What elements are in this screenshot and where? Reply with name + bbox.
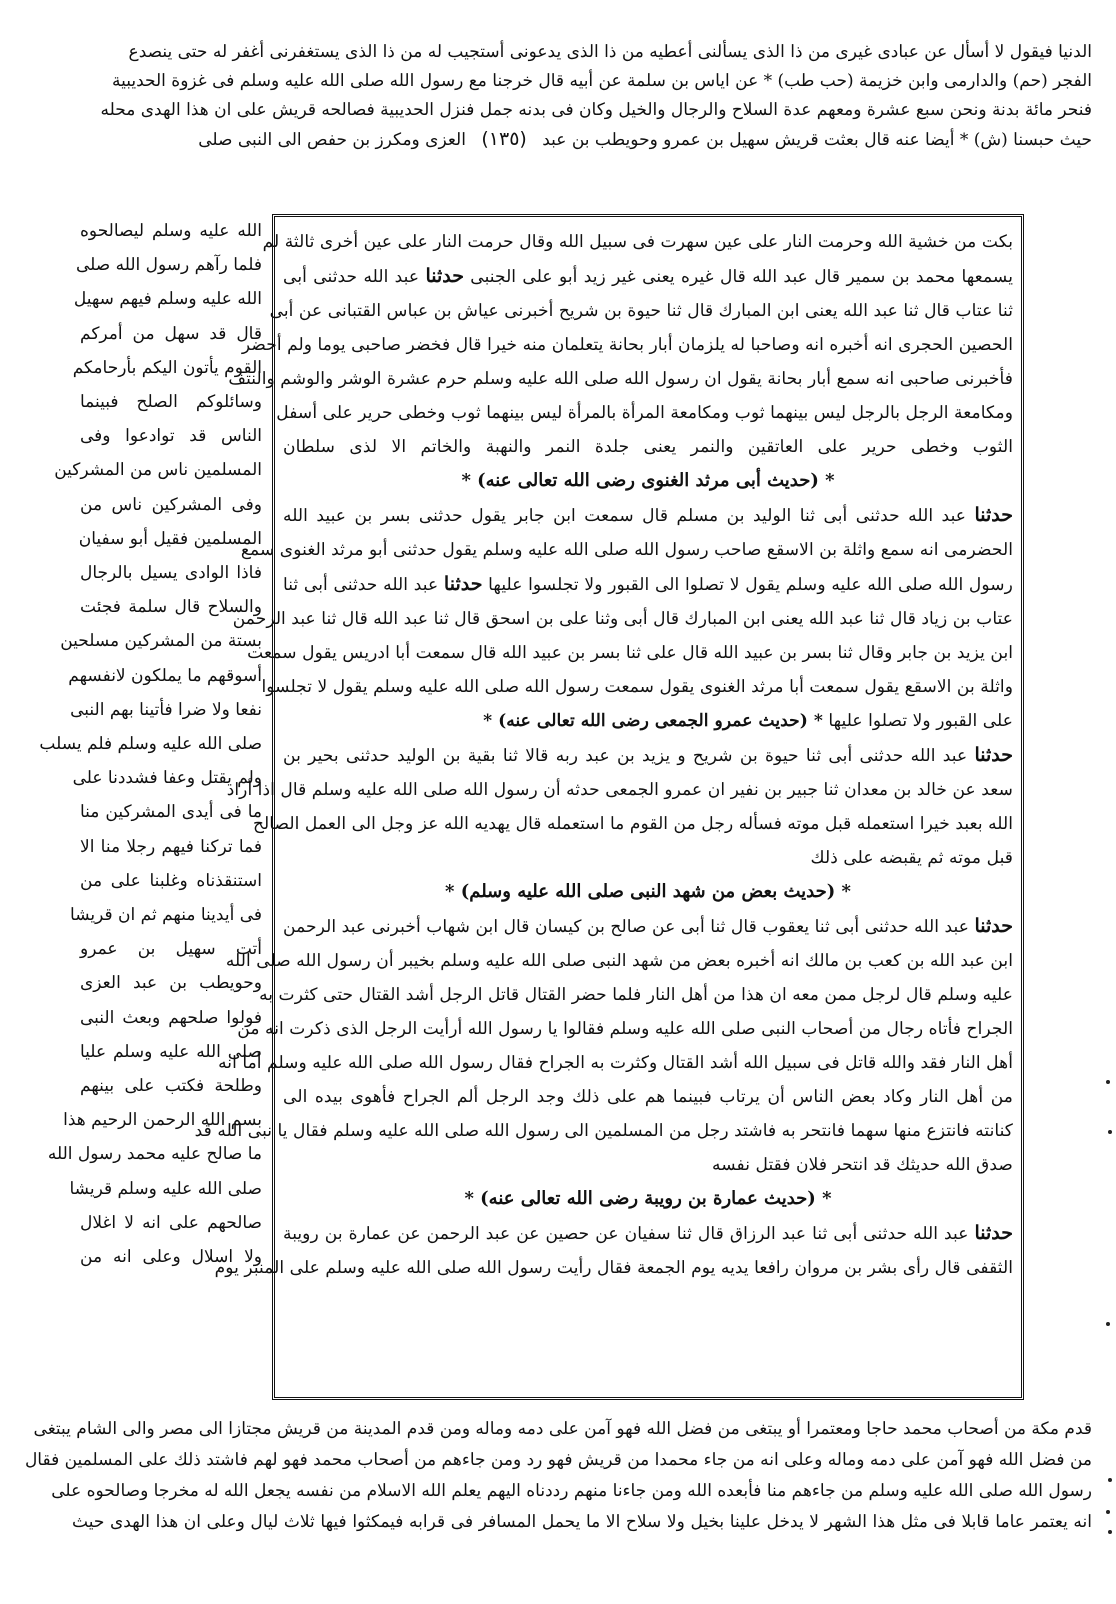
main-line: ابن يزيد بن جابر وقال ثنا بسر بن عبيد الله قال على ثنا بسر بن عبيد الله قال سمعت أبا ادريس يقول سمعت <box>247 643 1013 663</box>
main-line: عتاب بن زياد قال ثنا عبد الله يعنى ابن المبارك قال أبى وثنا على بن اسحق قال ثنا عبد الله قال ثنا عبد الرحمن <box>232 609 1013 629</box>
side-line: القوم يأتون اليكم بأرحامكم <box>72 357 262 378</box>
main-line: عليه وسلم قال لرجل ممن معه ان هذا من أهل النار فلما حضر القتال قاتل الرجل أشد القتال حتى كثرت به <box>259 985 1013 1005</box>
main-line: فأخبرنى صاحبى انه سمع أبار بحانة يقول ان رسول الله صلى الله عليه وسلم حرم عشرة الوشر والوشم والنتف <box>228 369 1013 389</box>
main-line <box>283 909 1013 944</box>
scan-speck <box>1108 1530 1112 1534</box>
main-text-frame <box>194 214 1024 1400</box>
main-line-text: على القبور ولا تصلوا عليها <box>828 711 1013 731</box>
scan-speck <box>1106 1510 1110 1514</box>
main-line: ثنا عتاب قال ثنا عبد الله يعنى ابن المبارك قال ثنا حيوة بن شريح أخبرنى عياش بن عباس القتبانى عن أبى <box>269 301 1013 321</box>
side-line: المسلمين فقيل أبو سفيان <box>78 528 262 549</box>
side-line: وفى المشركين ناس من <box>80 494 262 515</box>
side-line: الله عليه وسلم ليصالحوه <box>80 221 262 241</box>
side-line: فولوا صلحهم وبعث النبى <box>80 1007 262 1028</box>
bottom-line: قدم مكة من أصحاب محمد حاجا ومعتمرا أو يبتغى من فضل الله فهو آمن على دمه وماله ومن قدم المدينة من قريش مجتازا الى مصر والى الشام يبتغى <box>33 1419 1092 1439</box>
side-line: وحويطب بن عبد العزى <box>80 973 262 994</box>
side-line: فى أيدينا منهم ثم ان قريشا <box>70 905 262 926</box>
main-line: الحصين الحجرى انه أخبره انه وصاحبا له يلزمان أبار بحانة يتعلمان منه خيرا قال فخضر صاحبى يوما ولم أحضر <box>241 335 1013 355</box>
top-line: الدنيا فيقول لا أسأل عن عبادى غيرى من ذا الذى يسألنى أعطيه من ذا الذى يدعونى أستجيب له من ذا الذى يستغفرنى أغفر له حتى ينصدع <box>128 42 1092 62</box>
top-line-with-page-number <box>72 125 1092 155</box>
bottom-line: من فضل الله فهو آمن على دمه وماله وعلى انه من جاء محمدا من قريش فهو رد ومن جاءهم من أصحاب محمد فهو لهم فاشتد ذلك على المسلمين فقال <box>24 1450 1092 1470</box>
scan-speck <box>1106 1322 1110 1326</box>
top-margin-text <box>72 38 1092 155</box>
haddathana-keyword: حدثنا <box>425 265 464 287</box>
haddathana-keyword: حدثنا <box>974 1222 1013 1244</box>
side-line: ما صالح عليه محمد رسول الله <box>47 1144 262 1165</box>
scan-speck <box>1106 1080 1110 1084</box>
main-line: صدق الله حديثك قد انتحر فلان فقتل نفسه <box>711 1155 1013 1175</box>
main-line: من أهل النار وكاد بعض الناس أن يرتاب فبينما هم على ذلك وجد الرجل ألم الجراح فأهوى بيده الى <box>283 1087 1013 1107</box>
main-line <box>283 738 1013 773</box>
main-line-text: عبد الله حدثنى أبى ثنا حيوة بن شريح و يزيد بن عبد ربه قالا ثنا بقية بن الوليد حدثنى بحير بن <box>283 746 968 766</box>
main-line-text: عبد الله حدثنى أبى ثنا يعقوب قال ثنا أبى عن صالح بن كيسان قال ابن شهاب أخبرنى عبد الرحمن <box>283 917 969 937</box>
side-line: وسائلوكم الصلح فبينما <box>80 392 262 413</box>
page-number: (١٣٥) <box>481 128 527 150</box>
side-line: أسوقهم ما يملكون لانفسهم <box>68 665 262 686</box>
hadith-heading: * (حديث عمارة بن رويبة رضى الله تعالى عنه) * <box>464 1188 832 1209</box>
main-line: بكت من خشية الله وحرمت النار على عين سهرت فى سبيل الله وقال حرمت النار على عين أخرى ثالثة لم <box>262 232 1013 252</box>
bottom-line: رسول الله صلى الله عليه وسلم من جاءهم منا فأبعده الله ومن جاءنا منهم رددناه اليهم يعلم الله الاسلام من نفسه يجعل الله له مخرجا وصالحوه على <box>51 1481 1092 1501</box>
main-line: الثوب وخطى حرير على العاتقين والنمر يعنى جلدة النمر والنهبة والخاتم الا لذى سلطان <box>283 437 1013 457</box>
hadith-heading: * (حديث أبى مرثد الغنوى رضى الله تعالى عنه) * <box>461 470 835 491</box>
main-line: واثلة بن الاسقع يقول سمعت أبا مرثد الغنوى يقول سمعت رسول الله صلى الله عليه وسلم يقول لا تجلسوا <box>261 677 1013 697</box>
side-line: فما تركنا فيهم رجلا منا الا <box>80 836 262 857</box>
main-line: ومكامعة الرجل بالرجل ليس بينهما ثوب ومكامعة المرأة بالمرأة ليس بينهما ثوب وخطى حرير على أسفل <box>276 403 1013 423</box>
side-line: فلما رآهم رسول الله صلى <box>75 255 262 276</box>
main-line <box>283 704 1013 738</box>
side-line: صلى الله عليه وسلم فلم يسلب <box>39 734 262 755</box>
scan-speck <box>1108 1130 1112 1134</box>
top-line: الفجر (حم) والدارمى وابن خزيمة (حب طب) * عن اياس بن سلمة عن أبيه قال خرجنا مع رسول الله صلى الله عليه وسلم فى غزوة الحديبية <box>111 71 1092 91</box>
haddathana-keyword: حدثنا <box>974 915 1013 937</box>
main-text <box>194 225 1013 1389</box>
side-line: المسلمين ناس من المشركين <box>54 460 262 481</box>
side-line: والسلاح قال سلمة فجئت <box>80 597 262 618</box>
main-line-text: عبد الله حدثنى أبى ثنا الوليد بن مسلم قال سمعت ابن جابر يقول حدثنى بسر بن عبيد الله <box>283 506 967 526</box>
main-line-text: يسمعها محمد بن سمير قال عبد الله قال غيره يعنى غير زيد أبو على الجنبى <box>470 267 1013 287</box>
side-line: وطلحة فكتب على بينهم <box>80 1076 262 1097</box>
side-line: صالحهم على انه لا اغلال <box>80 1212 262 1233</box>
main-line: رسول الله صلى الله عليه وسلم يقول لا تصلوا الى القبور ولا تجلسوا عليها حدثنا عبد الله حدثنى أبى ثنا <box>283 573 1013 595</box>
main-line: قبل موته ثم يقبضه على ذلك <box>810 848 1013 868</box>
scan-speck <box>1108 1478 1112 1482</box>
hadith-heading: * (حديث بعض من شهد النبى صلى الله عليه وسلم) * <box>445 881 851 902</box>
side-line: الله عليه وسلم فيهم سهيل <box>73 289 262 310</box>
haddathana-keyword: حدثنا <box>974 504 1013 526</box>
main-line: سعد عن خالد بن معدان ثنا جبير بن نفير ان عمرو الجمعى حدثه أن رسول الله صلى الله عليه وسلم قال اذا أراد <box>226 780 1013 800</box>
side-line: قال قد سهل من أمركم <box>80 323 262 344</box>
main-line: يسمعها محمد بن سمير قال عبد الله قال غيره يعنى غير زيد أبو على الجنبى حدثنا عبد الله حدثنى أبى <box>283 265 1013 287</box>
side-line: الناس قد توادعوا وفى <box>80 426 262 447</box>
bottom-line: انه يعتمر عاما قابلا فى مثل هذا الشهر لا يدخل علينا بخيل ولا سلاح الا ما يحمل المسافر فى قرابه فيمكثوا فيها ثلاث ليال وعلى ان هذا الهدى حيث <box>72 1512 1092 1532</box>
side-line: بسم الله الرحمن الرحيم هذا <box>63 1110 262 1131</box>
main-line: الله بعبد خيرا استعمله قبل موته فسأله رجل من القوم ما استعمله قال يهديه الله عز وجل الى العمل الصالح <box>252 814 1013 834</box>
top-line: فنحر مائة بدنة ونحن سبع عشرة ومعهم عدة السلاح والرجال والخيل وكان فى بدنه جمل فنزل الحديبية فصالحه قريش على ان هذا الهدى محله <box>100 100 1092 120</box>
side-line: نفعا ولا ضرا فأتينا بهم النبى <box>70 699 262 720</box>
side-line: ما فى أيدى المشركين منا <box>80 802 262 823</box>
main-line: كنانته فانتزع منها سهما فانتحر به فاشتد رجل من المسلمين الى رسول الله صلى الله عليه وسلم فقال يا نبى الله قد <box>194 1121 1013 1141</box>
hadith-heading: * (حديث عمرو الجمعى رضى الله تعالى عنه) * <box>483 711 823 731</box>
side-line: ولا اسلال وعلى انه من <box>80 1247 262 1268</box>
main-line: الجراح فأتاه رجال من أصحاب النبى صلى الله عليه وسلم فقالوا يا رسول الله أرأيت الرجل الذى ذكرت انه من <box>237 1019 1013 1039</box>
haddathana-keyword: حدثنا <box>974 744 1013 766</box>
main-line <box>283 1216 1013 1251</box>
side-line: أتت سهيل بن عمرو <box>80 939 262 960</box>
top-line: حيث حبسنا (ش) * أيضا عنه قال بعثت قريش سهيل بن عمرو وحويطب بن عبد <box>542 130 1092 150</box>
side-line: استنقذناه وغلبنا على من <box>80 870 262 891</box>
side-line: بستة من المشركين مسلحين <box>60 631 262 652</box>
side-line: صلى الله عليه وسلم قريشا <box>69 1178 262 1199</box>
side-line: ولم يقتل وعفا فشددنا على <box>72 768 262 789</box>
side-line: صلى الله عليه وسلم عليا <box>80 1041 262 1062</box>
bottom-margin-text <box>24 1414 1092 1538</box>
main-line-text: عبد الله حدثنى أبى ثنا عبد الرزاق قال ثنا سفيان عن حصين عن عبد الرحمن عن عمارة بن رويبة <box>283 1224 969 1244</box>
main-line: ابن عبد الله بن كعب بن مالك انه أخبره بعض من شهد النبى صلى الله عليه وسلم بخيبر أن رسول الله صلى الله <box>225 951 1013 971</box>
main-line: الحضرمى انه سمع واثلة بن الاسقع صاحب رسول الله صلى الله عليه وسلم يقول حدثنى أبو مرثد الغنوى سمع <box>240 540 1013 560</box>
top-line-continuation: العزى ومكرز بن حفص الى النبى صلى <box>198 130 466 150</box>
main-line <box>283 498 1013 533</box>
main-line: أهل النار فقد والله قاتل فى سبيل الله أشد القتال وكثرت به الجراح فقال رسول الله صلى الله عليه وسلم أما انه <box>218 1053 1013 1073</box>
main-line-text: رسول الله صلى الله عليه وسلم يقول لا تصلوا الى القبور ولا تجلسوا عليها <box>488 575 1013 595</box>
main-line: الثقفى قال رأى بشر بن مروان رافعا يديه يوم الجمعة فقال رأيت رسول الله صلى الله عليه وسلم على المنبر يوم <box>214 1258 1013 1278</box>
haddathana-keyword: حدثنا <box>443 573 483 595</box>
side-line: فاذا الوادى يسيل بالرجال <box>80 563 262 584</box>
